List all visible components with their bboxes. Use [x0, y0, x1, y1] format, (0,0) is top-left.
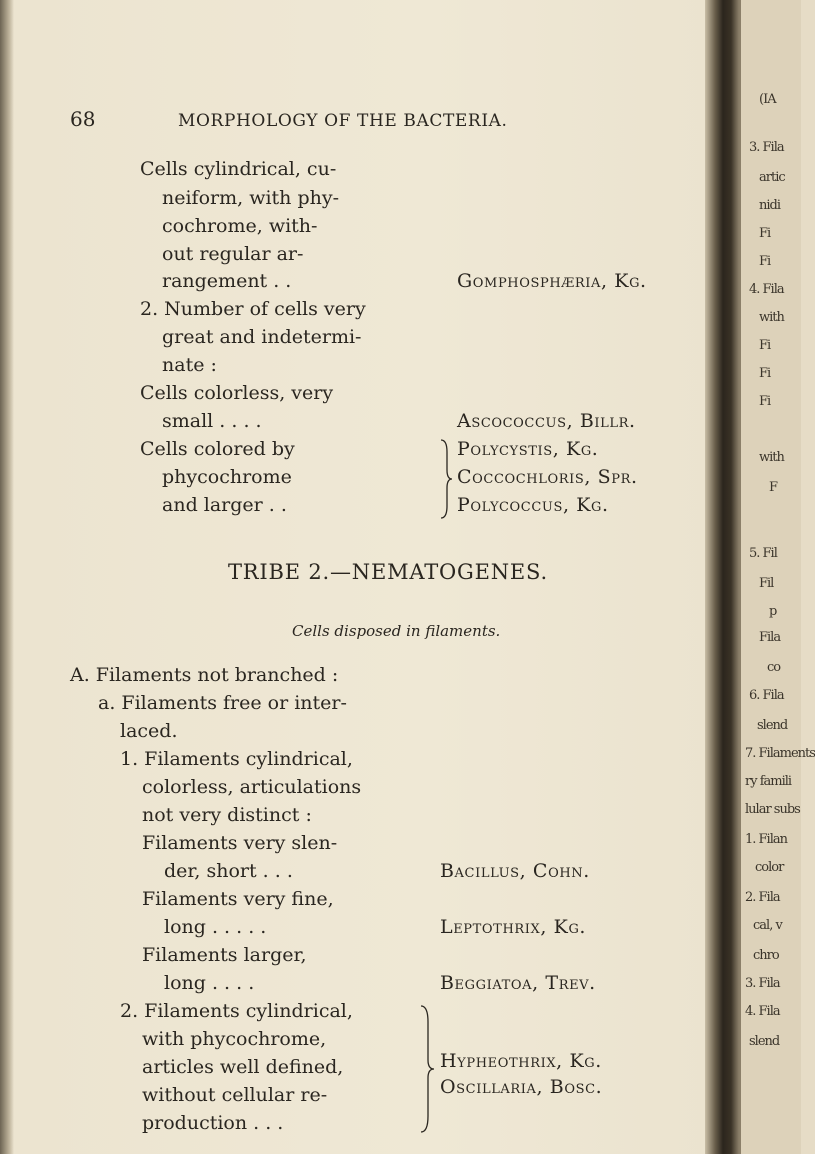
genus-name: Ascococcus, Billr.: [457, 410, 636, 432]
facing-text: Fi: [759, 226, 771, 241]
text-line: cochrome, with-: [162, 215, 318, 237]
text-line: der, short . . .: [164, 860, 293, 882]
tribe-heading: TRIBE 2.—NEMATOGENES.: [228, 560, 548, 584]
genus-name: Beggiatoa, Trev.: [440, 972, 596, 994]
facing-text: Fil: [759, 576, 774, 591]
genus-name: Gomphosphæria, Kg.: [457, 270, 647, 292]
facing-text: cal, v: [753, 918, 782, 933]
facing-text: slend: [749, 1034, 780, 1049]
text-line: not very distinct :: [142, 804, 312, 826]
facing-text: Fi: [759, 338, 771, 353]
facing-text: Fila: [759, 630, 781, 645]
text-line: Filaments very slen-: [142, 832, 338, 854]
tribe-subtitle: Cells disposed in filaments.: [292, 622, 501, 640]
running-title: MORPHOLOGY OF THE BACTERIA.: [178, 111, 508, 131]
facing-text: 2. Fila: [745, 890, 780, 905]
facing-text: 6. Fila: [749, 688, 784, 703]
page-number: 68: [70, 107, 96, 131]
text-line: long . . . .: [164, 972, 255, 994]
facing-text: F: [769, 480, 778, 495]
text-line: A. Filaments not branched :: [70, 664, 339, 686]
facing-text: nidi: [759, 198, 781, 213]
text-line: small . . . .: [162, 410, 262, 432]
genus-name: Bacillus, Cohn.: [440, 860, 590, 882]
text-line: and larger . .: [162, 494, 287, 516]
facing-text: with: [759, 450, 784, 465]
curly-brace-icon: [418, 1004, 436, 1134]
text-line: out regular ar-: [162, 243, 304, 265]
facing-text: chro: [753, 948, 779, 963]
genus-name: Polycystis, Kg.: [457, 438, 599, 460]
genus-name: Hypheothrix, Kg.: [440, 1050, 602, 1072]
genus-name: Leptothrix, Kg.: [440, 916, 587, 938]
facing-page-edge: [741, 0, 815, 1154]
text-line: 2. Filaments cylindrical,: [120, 1000, 353, 1022]
text-line: with phycochrome,: [142, 1028, 327, 1050]
text-line: without cellular re-: [142, 1084, 328, 1106]
genus-name: Polycoccus, Kg.: [457, 494, 609, 516]
facing-text: p: [769, 604, 777, 619]
facing-text: 3. Fila: [749, 140, 784, 155]
text-line: articles well defined,: [142, 1056, 344, 1078]
text-line: Cells cylindrical, cu-: [140, 158, 337, 180]
text-line: 1. Filaments cylindrical,: [120, 748, 353, 770]
facing-text: 4. Fila: [749, 282, 784, 297]
text-line: Filaments larger,: [142, 944, 307, 966]
text-line: 2. Number of cells very: [140, 298, 366, 320]
text-line: a. Filaments free or inter-: [98, 692, 347, 714]
facing-text: lular subs: [745, 802, 800, 817]
facing-text: 1. Filan: [745, 832, 787, 847]
facing-text: ry famili: [745, 774, 792, 789]
facing-text: color: [755, 860, 784, 875]
facing-text: artic: [759, 170, 785, 185]
facing-text: 5. Fil: [749, 546, 777, 561]
text-line: Cells colorless, very: [140, 382, 334, 404]
facing-text: slend: [757, 718, 788, 733]
book-gutter: [705, 0, 741, 1154]
facing-text: 4. Fila: [745, 1004, 780, 1019]
text-line: long . . . . .: [164, 916, 267, 938]
facing-text: (IA: [759, 92, 776, 107]
text-line: nate :: [162, 354, 217, 376]
text-line: great and indetermi-: [162, 326, 362, 348]
facing-text: co: [767, 660, 781, 675]
page-left-edge: [0, 0, 14, 1154]
genus-name: Oscillaria, Bosc.: [440, 1076, 603, 1098]
facing-text: Fi: [759, 394, 771, 409]
facing-text: Fi: [759, 254, 771, 269]
facing-text: 3. Fila: [745, 976, 780, 991]
text-line: laced.: [120, 720, 178, 742]
facing-text: Fi: [759, 366, 771, 381]
text-line: production . . .: [142, 1112, 284, 1134]
text-line: rangement . .: [162, 270, 292, 292]
text-line: Filaments very fine,: [142, 888, 334, 910]
genus-name: Coccochloris, Spr.: [457, 466, 638, 488]
facing-text: 7. Filaments: [745, 746, 815, 761]
text-line: Cells colored by: [140, 438, 295, 460]
curly-brace-icon: [438, 438, 454, 520]
text-line: neiform, with phy-: [162, 187, 340, 209]
text-line: phycochrome: [162, 466, 292, 488]
text-line: colorless, articulations: [142, 776, 362, 798]
facing-text: with: [759, 310, 784, 325]
